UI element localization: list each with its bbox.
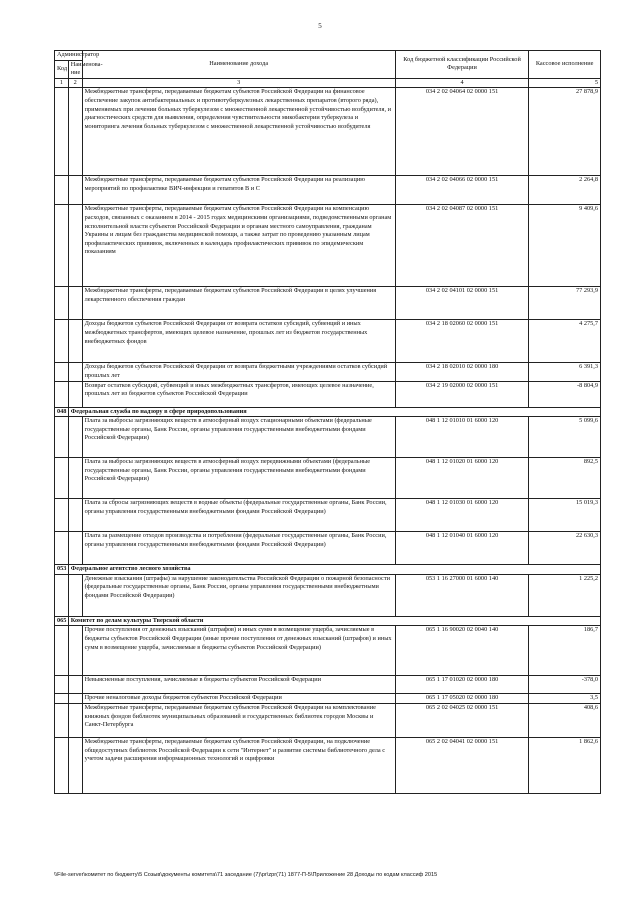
admin-name-cell	[68, 574, 82, 616]
budget-code: 065 2 02 04041 02 0000 151	[395, 737, 528, 793]
income-name: Плата за выбросы загрязняющих веществ в атмосферный воздух передвижными объектами (федеральные государственные органы, Банк России, органы управления государственными внебюджетными фондами Российской Федерации)	[82, 458, 395, 499]
admin-name-cell	[68, 676, 82, 694]
budget-code: 048 1 12 01010 01 6000 120	[395, 417, 528, 458]
table-row	[55, 703, 601, 737]
admin-name-cell	[68, 694, 82, 704]
budget-code: 065 1 16 90020 02 0040 140	[395, 626, 528, 676]
budget-code: 034 2 19 02000 02 0000 151	[395, 381, 528, 407]
admin-code: 048	[55, 407, 69, 417]
column-number: 3	[82, 78, 395, 88]
cash-amount: 9 409,6	[529, 205, 601, 287]
table-row	[55, 381, 601, 407]
table-row	[55, 287, 601, 320]
admin-name-cell	[68, 499, 82, 532]
budget-code: 048 1 12 01040 01 6000 120	[395, 532, 528, 565]
column-number: 5	[529, 78, 601, 88]
admin-code-cell	[55, 703, 69, 737]
admin-code-cell	[55, 287, 69, 320]
budget-code: 065 1 17 05020 02 0000 180	[395, 694, 528, 704]
income-name: Межбюджетные трансферты, передаваемые бюджетам субъектов Российской Федерации, на подключение общедоступных библиотек Российской Федерации к сети "Интернет" и развитие системы библиотечного дела с учетом задачи расширения информационных технологий и оцифровки	[82, 737, 395, 793]
income-name: Возврат остатков субсидий, субвенций и иных межбюджетных трансфертов, имеющих целевое назначение, прошлых лет из бюджетов субъектов Российской Федерации	[82, 381, 395, 407]
cash-amount: 1 225,2	[529, 574, 601, 616]
admin-name-cell	[68, 205, 82, 287]
income-name: Доходы бюджетов субъектов Российской Федерации от возврата бюджетными учреждениями остатков субсидий прошлых лет	[82, 363, 395, 381]
table-row	[55, 694, 601, 704]
page-number: 5	[318, 22, 322, 30]
cash-amount: -8 804,9	[529, 381, 601, 407]
header-income-name: Наименование дохода	[82, 51, 395, 79]
budget-code: 048 1 12 01020 01 6000 120	[395, 458, 528, 499]
admin-code: 065	[55, 616, 69, 626]
budget-code: 053 1 16 27000 01 6000 140	[395, 574, 528, 616]
admin-code-cell	[55, 417, 69, 458]
table-row	[55, 626, 601, 676]
header-name-short: Наименова-ние	[68, 60, 82, 78]
budget-code: 065 1 17 01020 02 0000 180	[395, 676, 528, 694]
cash-amount: 408,6	[529, 703, 601, 737]
cash-amount: 6 391,3	[529, 363, 601, 381]
agency-row	[55, 565, 601, 575]
admin-code-cell	[55, 676, 69, 694]
budget-code: 034 2 02 04066 02 0000 151	[395, 176, 528, 205]
admin-name-cell	[68, 626, 82, 676]
table-row	[55, 205, 601, 287]
admin-code-cell	[55, 381, 69, 407]
cash-amount: -378,0	[529, 676, 601, 694]
column-number: 1	[55, 78, 69, 88]
budget-code: 034 2 02 04064 02 0000 151	[395, 88, 528, 176]
header-administrator: Администратор	[55, 51, 83, 61]
income-name: Межбюджетные трансферты, передаваемые бюджетам субъектов Российской Федерации на реализацию мероприятий по профилактике ВИЧ-инфекции и гепатитов В и С	[82, 176, 395, 205]
header-budget-code: Код бюджетной классификации Российской Федерации	[395, 51, 528, 79]
income-name: Плата за сбросы загрязняющих веществ в водные объекты (федеральные государственные органы, Банк России, органы управления государственными внебюджетными фондами Российской Федерации)	[82, 499, 395, 532]
admin-code: 053	[55, 565, 69, 575]
table-row	[55, 88, 601, 176]
admin-name-cell	[68, 287, 82, 320]
header-cash: Кассовое исполнение	[529, 51, 601, 79]
income-name: Плата за размещение отходов производства и потребления (федеральные государственные органы, Банк России, органы управления государственными внебюджетными фондами Российской Федерации)	[82, 532, 395, 565]
agency-name: Комитет по делам культуры Тверской области	[68, 616, 600, 626]
cash-amount: 3,5	[529, 694, 601, 704]
admin-name-cell	[68, 176, 82, 205]
admin-name-cell	[68, 381, 82, 407]
income-name: Денежные взыскания (штрафы) за нарушение законодательства Российской Федерации о пожарной безопасности (федеральные государственные органы, Банк России, органы управления государственными внебюджетными фондами Российской Федерации)	[82, 574, 395, 616]
admin-code-cell	[55, 574, 69, 616]
income-name: Межбюджетные трансферты, передаваемые бюджетам субъектов Российской Федерации в целях улучшения лекарственного обеспечения граждан	[82, 287, 395, 320]
cash-amount: 77 293,9	[529, 287, 601, 320]
cash-amount: 22 630,3	[529, 532, 601, 565]
admin-name-cell	[68, 532, 82, 565]
agency-name: Федеральное агентство лесного хозяйства	[68, 565, 600, 575]
budget-code: 048 1 12 01030 01 6000 120	[395, 499, 528, 532]
table-row	[55, 499, 601, 532]
income-table	[54, 50, 601, 794]
agency-row	[55, 616, 601, 626]
table-row	[55, 176, 601, 205]
header-code: Код	[55, 60, 69, 78]
table-row	[55, 363, 601, 381]
budget-code: 065 2 02 04025 02 0000 151	[395, 703, 528, 737]
table-row	[55, 458, 601, 499]
income-name: Доходы бюджетов субъектов Российской Федерации от возврата остатков субсидий, субвенций и иных межбюджетных трансфертов, имеющих целевое назначение, прошлых лет из бюджетов государственных внебюджетных фондов	[82, 320, 395, 363]
income-name: Межбюджетные трансферты, передаваемые бюджетам субъектов Российской Федерации на компенсацию расходов, связанных с оказанием в 2014 - 2015 годах медицинскими организациями, подведомственными органам исполнительной власти субъектов Российской Федерации и органам местного самоуправления, гражданам Украины и лицам без гражданства медицинской помощи, а также затрат по проведению указанным лицам профилактических прививок, включенных в календарь профилактических прививок по эпидемическим показаниям	[82, 205, 395, 287]
agency-row	[55, 407, 601, 417]
admin-code-cell	[55, 176, 69, 205]
cash-amount: 2 264,8	[529, 176, 601, 205]
admin-code-cell	[55, 626, 69, 676]
admin-name-cell	[68, 458, 82, 499]
income-name: Межбюджетные трансферты, передаваемые бюджетам субъектов Российской Федерации на комплектование книжных фондов библиотек муниципальных образований и государственных библиотек городов Москвы и Санкт-Петербурга	[82, 703, 395, 737]
admin-name-cell	[68, 737, 82, 793]
admin-code-cell	[55, 499, 69, 532]
budget-code: 034 2 02 04101 02 0000 151	[395, 287, 528, 320]
table-row	[55, 417, 601, 458]
admin-code-cell	[55, 88, 69, 176]
admin-name-cell	[68, 363, 82, 381]
admin-code-cell	[55, 205, 69, 287]
admin-code-cell	[55, 532, 69, 565]
table-row	[55, 320, 601, 363]
cash-amount: 1 862,6	[529, 737, 601, 793]
admin-code-cell	[55, 363, 69, 381]
column-number: 2	[68, 78, 82, 88]
budget-code: 034 2 18 02060 02 0000 151	[395, 320, 528, 363]
agency-name: Федеральная служба по надзору в сфере природопользования	[68, 407, 600, 417]
cash-amount: 5 099,6	[529, 417, 601, 458]
income-name: Прочие поступления от денежных взысканий (штрафов) и иных сумм в возмещение ущерба, зачисляемые в бюджеты субъектов Российской Федерации (иные прочие поступления от денежных взысканий (штрафов) и иных сумм в возмещение ущерба, зачисляемые в бюджеты субъектов Российской Федерации)	[82, 626, 395, 676]
admin-name-cell	[68, 703, 82, 737]
income-name: Прочие неналоговые доходы бюджетов субъектов Российской Федерации	[82, 694, 395, 704]
cash-amount: 186,7	[529, 626, 601, 676]
income-name: Невыясненные поступления, зачисляемые в бюджеты субъектов Российской Федерации	[82, 676, 395, 694]
budget-code: 034 2 18 02010 02 0000 180	[395, 363, 528, 381]
cash-amount: 15 019,3	[529, 499, 601, 532]
table-row	[55, 532, 601, 565]
income-name: Межбюджетные трансферты, передаваемые бюджетам субъектов Российской Федерации на финансовое обеспечение закупок антибактериальных и противотуберкулезных лекарственных препаратов (второго ряда), применяемых при лечении больных туберкулезом с множественной лекарственной устойчивостью возбудителя, и диагностических средств для выявления, определения чувствительности микобактерии туберкулеза и мониторинга лечения больных туберкулезом с множественной лекарственной устойчивостью возбудителя	[82, 88, 395, 176]
budget-code: 034 2 02 04087 02 0000 151	[395, 205, 528, 287]
cash-amount: 4 275,7	[529, 320, 601, 363]
column-number: 4	[395, 78, 528, 88]
admin-code-cell	[55, 458, 69, 499]
table-row	[55, 574, 601, 616]
income-name: Плата за выбросы загрязняющих веществ в атмосферный воздух стационарными объектами (федеральные государственные органы, Банк России, органы управления государственными внебюджетными фондами Российской Федерации)	[82, 417, 395, 458]
admin-name-cell	[68, 88, 82, 176]
table-row	[55, 676, 601, 694]
admin-code-cell	[55, 320, 69, 363]
admin-name-cell	[68, 320, 82, 363]
cash-amount: 27 878,9	[529, 88, 601, 176]
admin-code-cell	[55, 737, 69, 793]
cash-amount: 892,5	[529, 458, 601, 499]
table-row	[55, 737, 601, 793]
file-path-footer: \\File-server\комитет по бюджету\5 Созыв\документы комитета\71 заседание (7)\pr\zpr(71) 1877-П-5\Приложение 28 Доходы по кодам классиф 2015	[54, 872, 438, 878]
admin-name-cell	[68, 417, 82, 458]
admin-code-cell	[55, 694, 69, 704]
